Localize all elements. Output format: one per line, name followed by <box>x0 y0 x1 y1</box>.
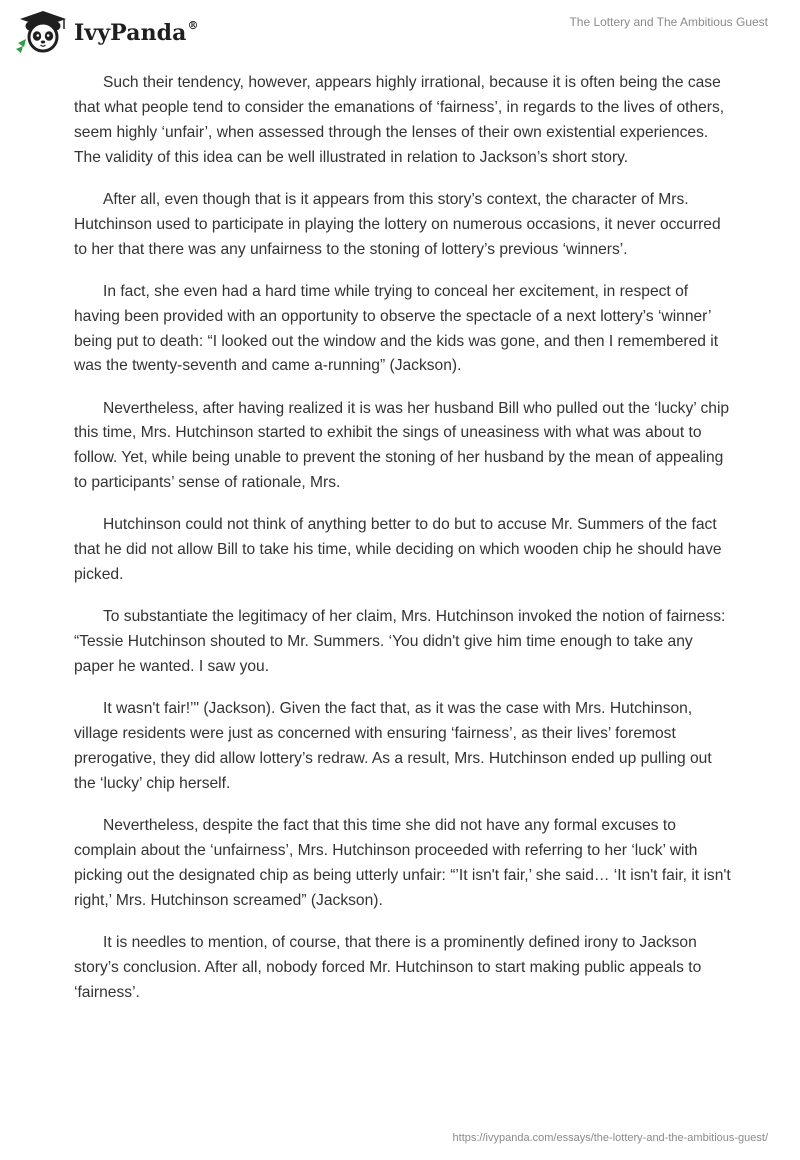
brand-logo[interactable] <box>14 9 199 55</box>
page-header <box>0 0 800 60</box>
paragraph-1: Such their tendency, however, appears highly irrational, because it is often being the case that what people tend to consider the emanations of ‘fairness’, in regards to the lives of others, seem highly ‘unfair’, when assessed through the lenses of their own existential experiences. The validity of this idea can be well illustrated in relation to Jackson’s short story. <box>74 74 725 166</box>
paragraph-2: After all, even though that is it appears from this story’s context, the character of Mrs. Hutchinson used to participate in playing the lottery on numerous occasions, it never occurred to her that there was any unfairness to the stoning of lottery’s previous ‘winners’. <box>74 190 721 258</box>
registered-mark: ® <box>187 18 199 32</box>
paragraph-4: Nevertheless, after having realized it is was her husband Bill who pulled out the ‘lucky’ chip this time, Mrs. Hutchinson started to exhibit the sings of uneasiness with what was about to follow. Yet, while being unable to prevent the stoning of her husband by the mean of appealing to participants’ sense of rationale, Mrs. <box>74 399 730 492</box>
essay-body <box>74 71 734 1023</box>
brand-name: IvyPanda® <box>74 18 199 46</box>
document-title: The Lottery and The Ambitious Guest <box>569 15 768 29</box>
paragraph-8: Nevertheless, despite the fact that this time she did not have any formal excuses to complain about the ‘unfairness’, Mrs. Hutchinson proceeded with referring to her ‘luck’ with picking out the designated chip as being utterly unfair: “’It isn't fair,’ she said… ‘It isn't fair, it isn't right,’ Mrs. Hutchinson screamed” (Jackson). <box>74 816 731 909</box>
source-url-link[interactable]: https://ivypanda.com/essays/the-lottery-and-the-ambitious-guest/ <box>452 1132 768 1144</box>
paragraph-9: It is needles to mention, of course, that there is a prominently defined irony to Jackson story’s conclusion. After all, nobody forced Mr. Hutchinson to start making public appeals to ‘fairness’. <box>74 933 702 1001</box>
panda-graduate-icon <box>14 9 72 55</box>
paragraph-5: Hutchinson could not think of anything better to do but to accuse Mr. Summers of the fact that he did not allow Bill to take his time, while deciding on which wooden chip he should have picked. <box>74 516 722 584</box>
paragraph-7: It wasn't fair!’" (Jackson). Given the fact that, as it was the case with Mrs. Hutchinson, village residents were just as concerned with ensuring ‘fairness’, as their lives’ foremost prerogative, they did allow lottery’s redraw. As a result, Mrs. Hutchinson ended up pulling out the ‘lucky’ chip herself. <box>74 700 712 792</box>
paragraph-3: In fact, she even had a hard time while trying to conceal her excitement, in respect of having been provided with an opportunity to observe the spectacle of a next lottery’s ‘winner’ being put to death: “I looked out the window and the kids was gone, and then I remembered it was the twenty-seventh and came a-running” (Jackson). <box>74 282 719 375</box>
paragraph-6: To substantiate the legitimacy of her claim, Mrs. Hutchinson invoked the notion of fairness: “Tessie Hutchinson shouted to Mr. Summers. ‘You didn't give him time enough to take any paper he wanted. I saw you. <box>74 608 726 676</box>
